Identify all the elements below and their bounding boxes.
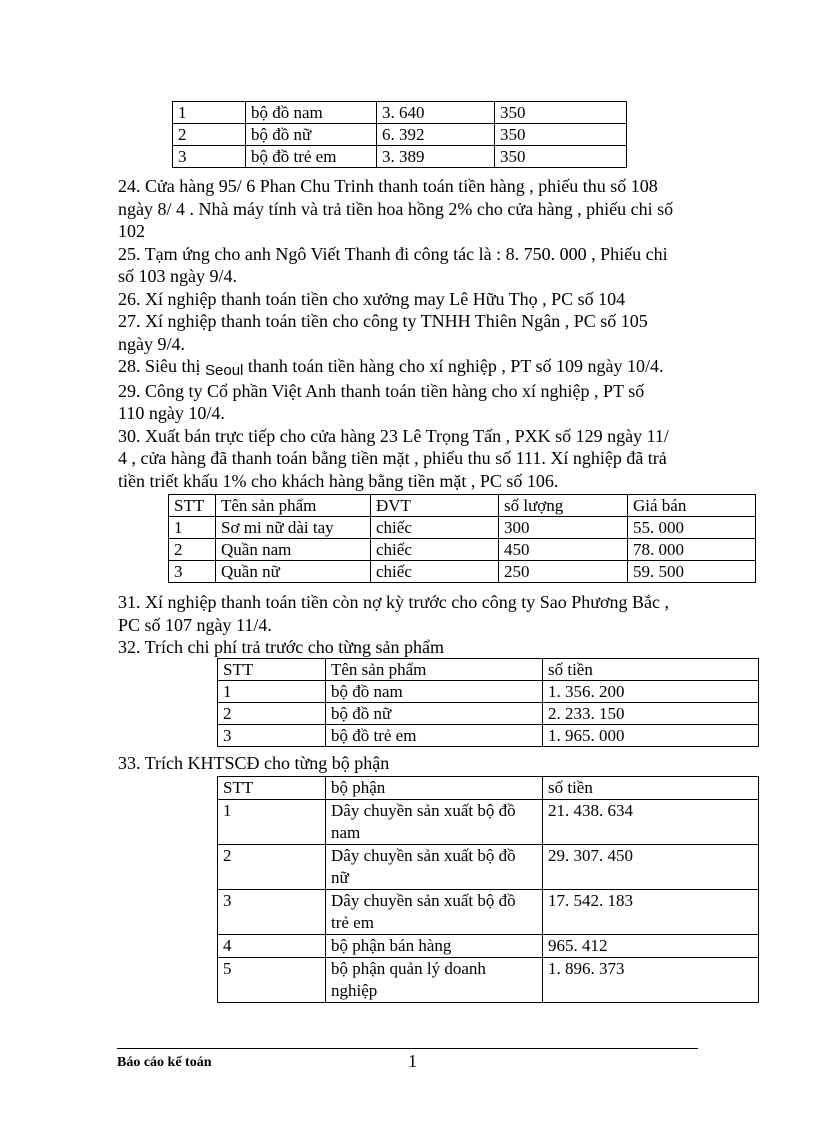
- table-cell: chiếc: [371, 517, 499, 539]
- para-31-line: PC số 107 ngày 11/4.: [118, 614, 272, 635]
- table-cell: chiếc: [371, 561, 499, 583]
- table-cell: 1. 965. 000: [543, 725, 759, 747]
- para-28-prefix: 28. Siêu thị: [118, 356, 206, 376]
- table-cell: Sơ mi nữ dài tay: [216, 517, 371, 539]
- para-25-line: số 103 ngày 9/4.: [118, 266, 237, 286]
- table-cell: 1: [218, 800, 326, 845]
- para-28-line: [118, 355, 673, 380]
- table-cell: 3. 389: [377, 146, 495, 168]
- table-cell: 2: [218, 845, 326, 890]
- table-cell: 2: [218, 703, 326, 725]
- cell-line: nữ: [331, 868, 349, 887]
- paragraph-33: [118, 752, 389, 775]
- para-33-line: 33. Trích KHTSCĐ cho từng bộ phận: [118, 753, 390, 773]
- para-25-line: 25. Tạm ứng cho anh Ngô Viết Thanh đi công tác là : 8. 750. 000 , Phiếu chi: [118, 243, 668, 264]
- table-row: [218, 703, 759, 725]
- table-cell: [326, 800, 543, 845]
- table-row: [218, 890, 759, 935]
- table-cell: 3: [173, 146, 246, 168]
- table-cell: 21. 438. 634: [543, 800, 759, 845]
- table-cell: 965. 412: [543, 935, 759, 958]
- table-header-row: [218, 659, 759, 681]
- table-cell: 1. 896. 373: [543, 958, 759, 1003]
- table-cell: 300: [499, 517, 628, 539]
- cell-line: Dây chuyền sản xuất bộ đồ: [331, 891, 516, 910]
- para-24-line: ngày 8/ 4 . Nhà máy tính và trả tiền hoa hồng 2% cho cửa hàng , phiếu chi số: [118, 198, 674, 219]
- table-cell: 1: [173, 102, 246, 124]
- table-cell: 55. 000: [628, 517, 756, 539]
- cell-line: bộ phận quản lý doanh: [331, 959, 486, 978]
- table-cell: 6. 392: [377, 124, 495, 146]
- table-row: [173, 124, 627, 146]
- table-cell: 3: [218, 890, 326, 935]
- table-cell: 1. 356. 200: [543, 681, 759, 703]
- cell-line: trẻ em: [331, 913, 374, 932]
- table-cell: bộ đồ trẻ em: [246, 146, 377, 168]
- table-cell: 250: [499, 561, 628, 583]
- table-row: [218, 958, 759, 1003]
- table-header-cell: STT: [218, 777, 326, 800]
- para-30-line: 30. Xuất bán trực tiếp cho cửa hàng 23 Lê Trọng Tấn , PXK số 129 ngày 11/: [118, 425, 669, 446]
- table-cell: 2: [169, 539, 216, 561]
- table-cell: 450: [499, 539, 628, 561]
- table-cell: 2: [173, 124, 246, 146]
- table-row: [218, 800, 759, 845]
- para-29-line: 110 ngày 10/4.: [118, 403, 225, 423]
- cell-line: nghiệp: [331, 981, 378, 1000]
- table-cell: bộ đồ nữ: [246, 124, 377, 146]
- table-header-cell: số tiền: [543, 659, 759, 681]
- table-cell: 3: [169, 561, 216, 583]
- footer-title: Báo cáo kế toán: [117, 1055, 212, 1070]
- table-cell: 350: [495, 102, 627, 124]
- products-quantity-table: [172, 101, 627, 168]
- table-cell: 17. 542. 183: [543, 890, 759, 935]
- table-row: [218, 935, 759, 958]
- table-cell: Quần nam: [216, 539, 371, 561]
- table-cell: 59. 500: [628, 561, 756, 583]
- table-row: [169, 539, 756, 561]
- page-number: 1: [408, 1051, 417, 1071]
- cell-line: Dây chuyền sản xuất bộ đồ: [331, 846, 516, 865]
- table-cell: [326, 845, 543, 890]
- table-cell: bộ đồ trẻ em: [326, 725, 543, 747]
- table-header-cell: STT: [169, 495, 216, 517]
- table-header-row: [169, 495, 756, 517]
- seoul-label: Seoul: [205, 362, 244, 379]
- table-header-cell: ĐVT: [371, 495, 499, 517]
- cell-line: Dây chuyền sản xuất bộ đồ: [331, 801, 516, 820]
- table-header-cell: bộ phận: [326, 777, 543, 800]
- para-24-line: 102: [118, 221, 145, 241]
- footer-divider: [117, 1048, 698, 1049]
- para-26-line: 26. Xí nghiệp thanh toán tiền cho xưởng may Lê Hữu Thọ , PC số 104: [118, 288, 626, 309]
- table-row: [218, 681, 759, 703]
- table-cell: 29. 307. 450: [543, 845, 759, 890]
- table-row: [218, 845, 759, 890]
- table-row: [169, 561, 756, 583]
- sales-table: [168, 494, 756, 583]
- para-31-line: 31. Xí nghiệp thanh toán tiền còn nợ kỳ trước cho công ty Sao Phương Bắc ,: [118, 592, 669, 612]
- table-cell: Quần nữ: [216, 561, 371, 583]
- table-row: [218, 725, 759, 747]
- para-28-suffix: thanh toán tiền hàng cho xí nghiệp , PT số 109 ngày 10/4.: [243, 356, 664, 376]
- table-header-cell: số tiền: [543, 777, 759, 800]
- para-32-line: 32. Trích chi phí trả trước cho từng sản phẩm: [118, 637, 444, 657]
- table-cell: bộ đồ nữ: [326, 703, 543, 725]
- table-cell: 4: [218, 935, 326, 958]
- para-30-line: 4 , cửa hàng đã thanh toán bằng tiền mặt , phiếu thu số 111. Xí nghiệp đã trả: [118, 448, 667, 468]
- table-cell: bộ phận bán hàng: [326, 935, 543, 958]
- table-row: [173, 146, 627, 168]
- table-cell: 78. 000: [628, 539, 756, 561]
- table-cell: bộ đồ nam: [326, 681, 543, 703]
- table-row: [173, 102, 627, 124]
- depreciation-table: [217, 776, 759, 1003]
- paragraphs-24-30: [118, 175, 673, 492]
- para-29-line: 29. Công ty Cổ phần Việt Anh thanh toán tiền hàng cho xí nghiệp , PT số: [118, 380, 645, 401]
- table-header-row: [218, 777, 759, 800]
- table-cell: bộ đồ nam: [246, 102, 377, 124]
- prepaid-cost-table: [217, 658, 759, 747]
- table-row: [169, 517, 756, 539]
- table-header-cell: STT: [218, 659, 326, 681]
- para-27-line: ngày 9/4.: [118, 333, 185, 354]
- table-cell: chiếc: [371, 539, 499, 561]
- para-24-line: 24. Cửa hàng 95/ 6 Phan Chu Trinh thanh toán tiền hàng , phiếu thu số 108: [118, 176, 658, 196]
- table-cell: 1: [218, 681, 326, 703]
- table-header-cell: Tên sản phẩm: [326, 659, 543, 681]
- table-header-cell: Tên sản phẩm: [216, 495, 371, 517]
- para-27-line: 27. Xí nghiệp thanh toán tiền cho công ty TNHH Thiên Ngân , PC số 105: [118, 311, 648, 331]
- table-cell: 350: [495, 146, 627, 168]
- table-cell: 3: [218, 725, 326, 747]
- cell-line: nam: [331, 823, 361, 842]
- paragraphs-31-32: [118, 591, 669, 659]
- table-header-cell: số lượng: [499, 495, 628, 517]
- table-cell: 350: [495, 124, 627, 146]
- table-cell: 2. 233. 150: [543, 703, 759, 725]
- para-30-line: tiền triết khấu 1% cho khách hàng bằng tiền mặt , PC số 106.: [118, 470, 559, 491]
- table-header-cell: Giá bán: [628, 495, 756, 517]
- table-cell: 3. 640: [377, 102, 495, 124]
- table-cell: [326, 890, 543, 935]
- table-cell: 5: [218, 958, 326, 1003]
- table-cell: 1: [169, 517, 216, 539]
- table-cell: [326, 958, 543, 1003]
